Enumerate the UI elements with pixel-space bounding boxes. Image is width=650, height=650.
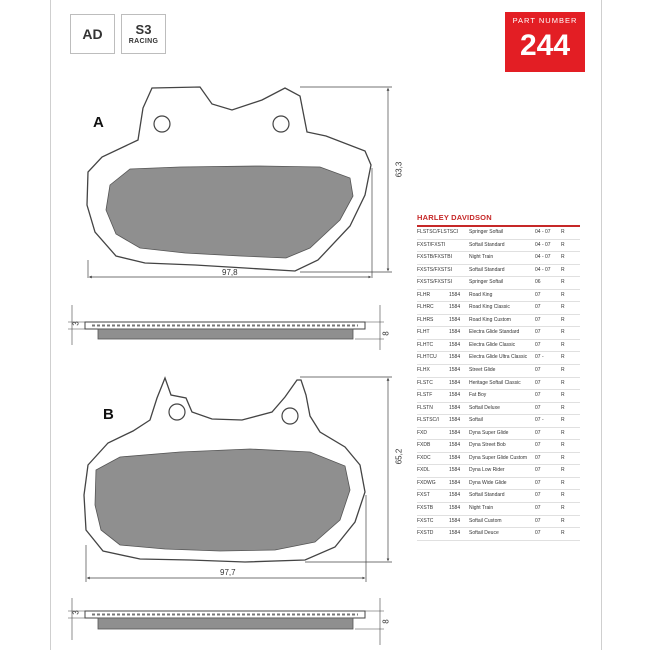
row-cc (449, 277, 469, 289)
row-year: 04 - 07 (535, 229, 551, 235)
row-position: R (561, 341, 565, 348)
row-model-name: Road King Classic (469, 304, 510, 311)
row-year: 07 - (535, 354, 544, 361)
pad-a-backplate-thickness-label: 3 (71, 321, 81, 326)
row-model-code: FXDB (417, 442, 431, 449)
row-cc: 1584 (449, 479, 461, 486)
row-model-name: Softail Custom (469, 517, 502, 524)
row-model-code: FLSTN (417, 404, 433, 411)
pad-b-width-label: 97,7 (220, 568, 236, 577)
row-model-code: FLHX (417, 367, 430, 374)
row-model-code: FXSTS/FXSTSI (417, 279, 453, 286)
row-position: R (561, 304, 565, 311)
row-model-name: Electra Glide Classic (469, 341, 516, 348)
table-row (417, 265, 580, 278)
row-position: R (561, 254, 565, 261)
row-model-name: Softail Deuce (469, 530, 499, 537)
row-model-code: FLSTSC/FLSTSCI (417, 229, 459, 235)
row-model-name: Softail Standard (469, 241, 505, 248)
table-row (417, 390, 580, 403)
row-cc: 1584 (449, 304, 461, 311)
pad-b-backplate-thickness-label: 3 (71, 610, 81, 615)
pad-b-side-view (85, 611, 365, 629)
row-position: R (561, 241, 565, 248)
row-year: 07 (535, 329, 541, 336)
table-row (417, 352, 580, 365)
row-model-code: FLHTCU (417, 354, 437, 361)
row-year: 07 (535, 367, 541, 374)
pad-b-height-label: 65,2 (394, 448, 404, 465)
row-cc (449, 265, 469, 277)
row-year: 04 - 07 (535, 241, 551, 248)
row-cc: 1584 (449, 341, 461, 348)
table-row (417, 440, 580, 453)
row-model-name: Fat Boy (469, 392, 487, 399)
pad-b-letter: B (103, 406, 114, 423)
s3-badge-subtitle: RACING (128, 37, 159, 45)
row-cc: 1584 (449, 492, 461, 499)
row-position: R (561, 404, 565, 411)
table-row (417, 252, 580, 265)
pad-a-height-label: 63,3 (394, 161, 404, 178)
row-year: 07 (535, 316, 541, 323)
row-cc: 1584 (449, 442, 461, 449)
row-position: R (561, 367, 565, 374)
row-model-name: Road King (469, 291, 493, 298)
row-model-code: FXDC (417, 454, 431, 461)
table-row (417, 465, 580, 478)
row-model-name: Softail Standard (469, 492, 505, 499)
pad-b-total-thickness-label: 8 (381, 619, 391, 624)
table-row (417, 490, 580, 503)
row-year: 07 (535, 304, 541, 311)
row-position: R (561, 454, 565, 461)
row-model-name: Dyna Super Glide Custom (469, 454, 528, 461)
table-row (417, 403, 580, 416)
row-model-name: Dyna Super Glide (469, 429, 509, 436)
pad-a-total-thickness-label: 8 (381, 331, 391, 336)
row-cc: 1584 (449, 505, 461, 512)
row-model-code: FLHRC (417, 304, 434, 311)
row-model-name: Street Glide (469, 367, 496, 374)
row-cc: 1584 (449, 354, 461, 361)
table-row (417, 516, 580, 529)
row-cc (449, 227, 469, 239)
row-position: R (561, 467, 565, 474)
row-position: R (561, 492, 565, 499)
row-model-name: Electra Glide Standard (469, 329, 520, 336)
row-position: R (561, 429, 565, 436)
row-year: 07 (535, 492, 541, 499)
row-year: 07 (535, 429, 541, 436)
row-model-name: Softail Standard (469, 266, 505, 273)
row-model-code: FXSTB/FXSTBI (417, 254, 453, 261)
row-position: R (561, 329, 565, 336)
row-model-code: FXDL (417, 467, 430, 474)
row-cc: 1584 (449, 329, 461, 336)
row-model-code: FLHRS (417, 316, 434, 323)
row-year: 07 (535, 291, 541, 298)
pad-a-outline (87, 87, 371, 271)
row-position: R (561, 530, 565, 537)
row-model-code: FLSTSC/I (417, 417, 439, 424)
row-cc: 1584 (449, 404, 461, 411)
table-row (417, 378, 580, 391)
row-year: 07 (535, 442, 541, 449)
row-year: 07 (535, 341, 541, 348)
row-year: 07 (535, 379, 541, 386)
table-row (417, 365, 580, 378)
row-year: 07 (535, 479, 541, 486)
row-model-code: FXST (417, 492, 430, 499)
row-model-code: FLSTF (417, 392, 433, 399)
table-row (417, 302, 580, 315)
table-rows (417, 227, 580, 541)
row-position: R (561, 354, 565, 361)
row-model-code: FXSTC (417, 517, 434, 524)
row-position: R (561, 291, 565, 298)
row-position: R (561, 442, 565, 449)
row-model-code: FXSTS/FXSTSI (417, 266, 453, 273)
row-cc (449, 240, 469, 252)
row-model-code: FXSTB (417, 505, 434, 512)
row-model-name: Dyna Street Bob (469, 442, 506, 449)
row-year: 07 (535, 392, 541, 399)
row-model-name: Dyna Wide Glide (469, 479, 507, 486)
row-model-code: FXST/FXSTI (417, 241, 446, 248)
row-year: 07 (535, 467, 541, 474)
row-position: R (561, 479, 565, 486)
row-model-code: FXDWG (417, 479, 436, 486)
pad-b-outline (84, 378, 365, 562)
row-model-name: Night Train (469, 505, 494, 512)
row-position: R (561, 517, 565, 524)
row-position: R (561, 229, 565, 235)
row-model-name: Electra Glide Ultra Classic (469, 354, 528, 361)
table-row (417, 453, 580, 466)
row-year: 06 (535, 279, 541, 286)
row-cc: 1584 (449, 316, 461, 323)
row-model-name: Night Train (469, 254, 494, 261)
table-row (417, 290, 580, 303)
row-model-name: Springer Softail (469, 279, 504, 286)
table-row (417, 340, 580, 353)
row-model-name: Road King Custom (469, 316, 511, 323)
row-cc: 1584 (449, 429, 461, 436)
row-year: 04 - 07 (535, 266, 551, 273)
row-year: 07 (535, 517, 541, 524)
pad-a-width-label: 97,8 (222, 268, 238, 277)
table-title: HARLEY DAVIDSON (417, 213, 580, 227)
table-row (417, 478, 580, 491)
row-year: 07 (535, 404, 541, 411)
row-model-code: FXD (417, 429, 427, 436)
row-model-code: FLSTC (417, 379, 433, 386)
row-position: R (561, 417, 565, 424)
row-cc: 1584 (449, 417, 461, 424)
row-position: R (561, 316, 565, 323)
row-year: 04 - 07 (535, 254, 551, 261)
row-year: 07 (535, 530, 541, 537)
ad-badge-label: AD (82, 26, 103, 42)
pad-b-friction-material (95, 449, 350, 551)
row-position: R (561, 279, 565, 286)
row-model-name: Dyna Low Rider (469, 467, 505, 474)
row-model-code: FLHTC (417, 341, 434, 348)
row-cc (449, 252, 469, 264)
table-row (417, 227, 580, 240)
row-year: 07 (535, 454, 541, 461)
row-position: R (561, 379, 565, 386)
row-year: 07 (535, 505, 541, 512)
row-model-name: Heritage Softail Classic (469, 379, 521, 386)
row-model-code: FLHR (417, 291, 431, 298)
part-number-value: 244 (519, 29, 571, 62)
table-row (417, 415, 580, 428)
row-model-name: Softail Deluxe (469, 404, 500, 411)
row-model-code: FXSTD (417, 530, 434, 537)
row-cc: 1584 (449, 367, 461, 374)
application-table (417, 213, 580, 541)
table-row (417, 503, 580, 516)
row-model-name: Softail (469, 417, 483, 424)
table-row (417, 277, 580, 290)
row-cc: 1584 (449, 454, 461, 461)
row-cc: 1584 (449, 392, 461, 399)
table-row (417, 528, 580, 541)
pad-a-letter: A (93, 114, 104, 131)
row-cc: 1584 (449, 530, 461, 537)
row-cc: 1584 (449, 379, 461, 386)
row-year: 07 - (535, 417, 544, 424)
s3-badge-code: S3 (135, 21, 152, 37)
row-cc: 1584 (449, 291, 461, 298)
row-model-code: FLHT (417, 329, 430, 336)
table-row (417, 315, 580, 328)
table-row (417, 240, 580, 253)
part-number-label: PART NUMBER (512, 16, 578, 25)
row-cc: 1584 (449, 517, 461, 524)
row-position: R (561, 505, 565, 512)
pad-a-side-view (85, 322, 365, 339)
row-model-name: Springer Softail (469, 229, 504, 235)
row-position: R (561, 266, 565, 273)
table-row (417, 428, 580, 441)
table-row (417, 327, 580, 340)
row-cc: 1584 (449, 467, 461, 474)
row-position: R (561, 392, 565, 399)
